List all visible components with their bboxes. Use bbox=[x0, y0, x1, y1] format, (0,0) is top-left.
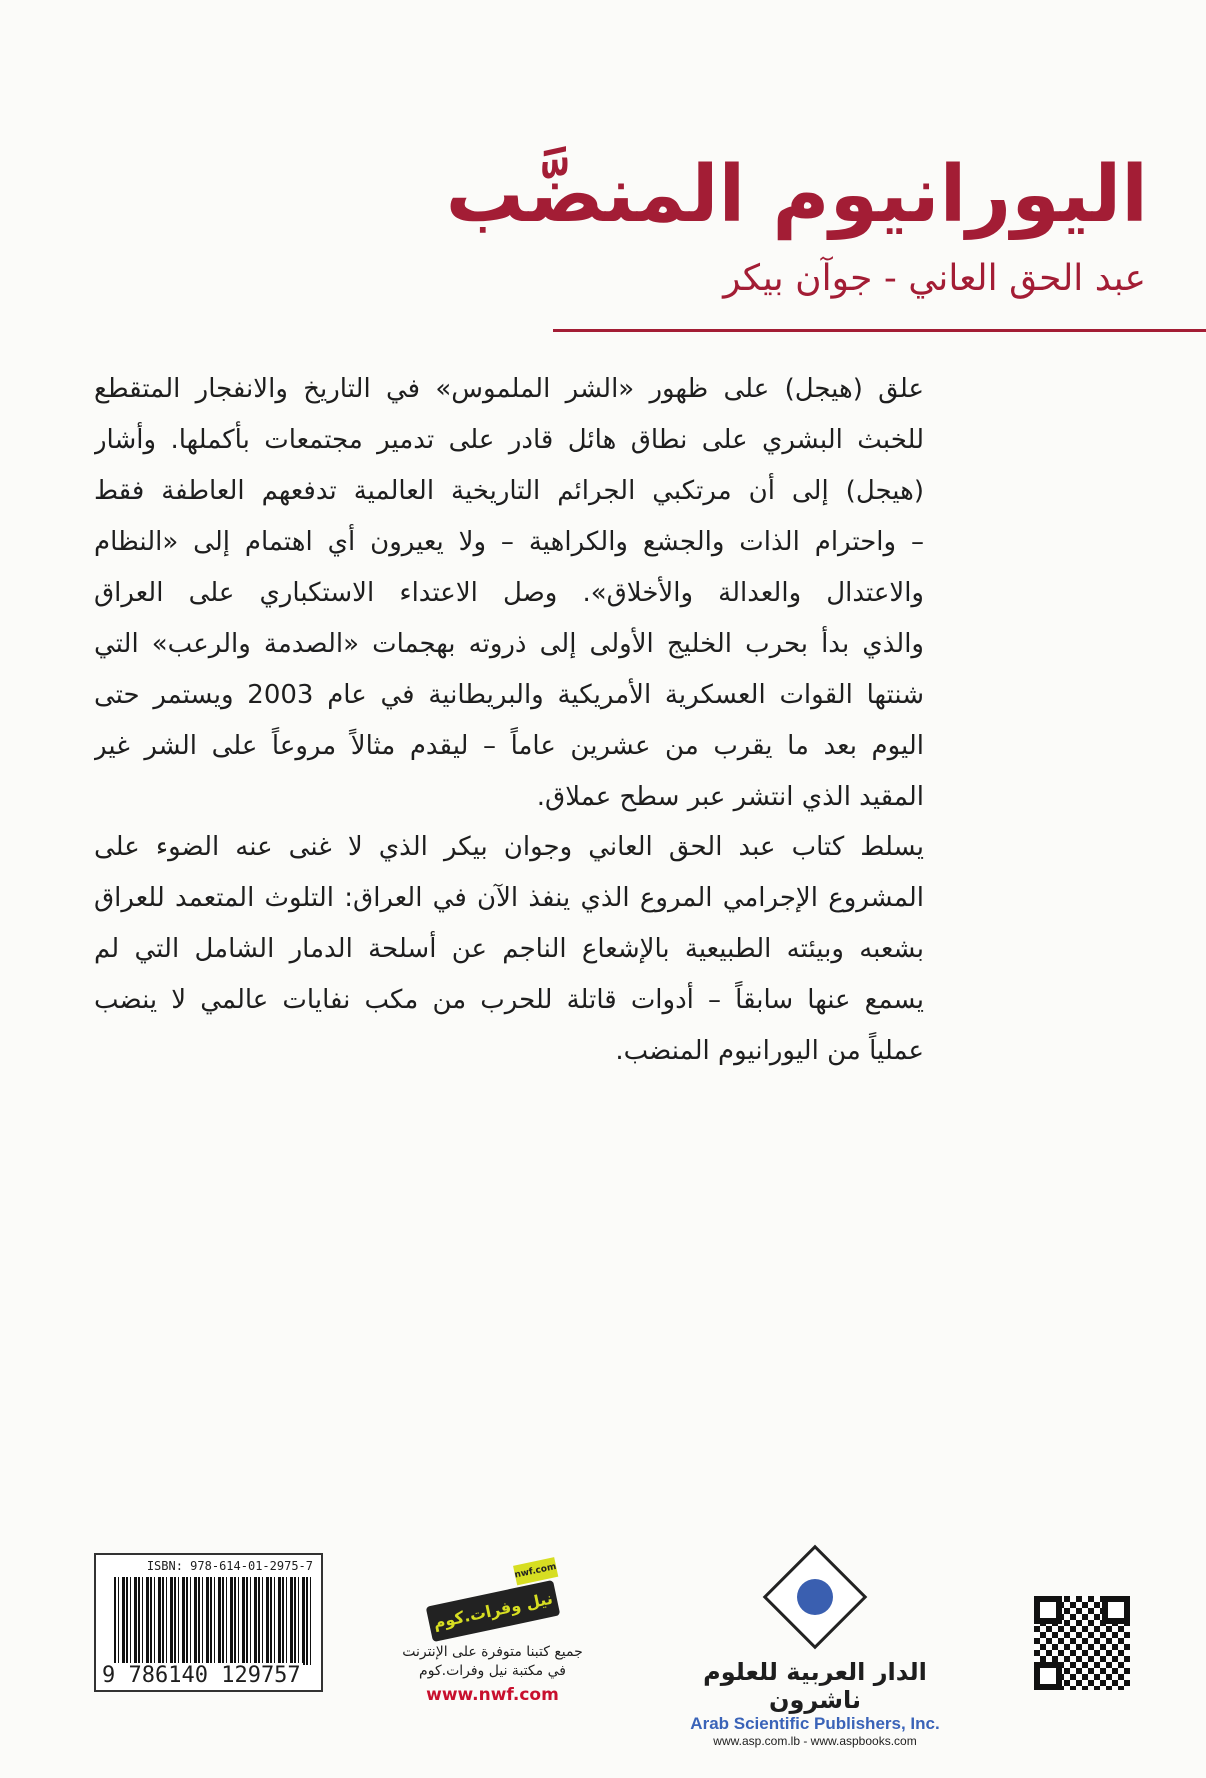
publisher-websites[interactable]: www.asp.com.lb - www.aspbooks.com bbox=[713, 1734, 917, 1748]
nwf-url[interactable]: www.nwf.com bbox=[426, 1685, 559, 1705]
blurb-line: والاعتدال والعدالة والأخلاق». وصل الاعتداء الاستكباري على العراق bbox=[94, 578, 924, 608]
blurb-line: يسلط كتاب عبد الحق العاني وجوان بيكر الذي لا غنى عنه الضوء على bbox=[94, 832, 924, 862]
blurb-line: عملياً من اليورانيوم المنضب. bbox=[615, 1036, 924, 1066]
qr-code-icon[interactable] bbox=[1034, 1596, 1130, 1690]
blurb-line: – واحترام الذات والجشع والكراهية – ولا يعيرون أي اهتمام إلى «النظام bbox=[94, 527, 924, 557]
blurb-line: اليوم بعد ما يقرب من عشرين عاماً – ليقدم مثالاً مروعاً على الشر غير bbox=[94, 731, 924, 761]
barcode-number: 9 786140 129757 bbox=[102, 1663, 301, 1688]
blurb-line: يسمع عنها سابقاً – أدوات قاتلة للحرب من مكب نفايات عالمي لا ينضب bbox=[94, 985, 924, 1015]
isbn-barcode bbox=[94, 1553, 323, 1692]
publisher-emblem-icon bbox=[763, 1545, 868, 1650]
nwf-line-1: جميع كتبنا متوفرة على الإنترنت bbox=[402, 1644, 583, 1660]
blurb-line: والذي بدأ بحرب الخليج الأولى إلى ذروته بهجمات «الصدمة والرعب» التي bbox=[94, 629, 924, 659]
blurb-paragraph-2 bbox=[94, 822, 924, 1077]
nwf-line-2: في مكتبة نيل وفرات.كوم bbox=[419, 1663, 566, 1679]
blurb-line: شنتها القوات العسكرية الأمريكية والبريطانية في عام 2003 ويستمر حتى bbox=[94, 680, 924, 710]
book-authors: عبد الحق العاني - جوآن بيكر bbox=[723, 258, 1146, 299]
blurb-line: (هيجل) إلى أن مرتكبي الجرائم التاريخية العالمية تدفعهم العاطفة فقط bbox=[94, 476, 924, 506]
publisher-name-english: Arab Scientific Publishers, Inc. bbox=[690, 1714, 940, 1733]
isbn-text: ISBN: 978-614-01-2975-7 bbox=[146, 1559, 313, 1573]
title-divider bbox=[553, 329, 1206, 332]
blurb-paragraph-1 bbox=[94, 364, 924, 823]
publisher-block bbox=[665, 1550, 965, 1748]
blurb-line: المشروع الإجرامي المروع الذي ينفذ الآن في العراق: التلوث المتعمد للعراق bbox=[94, 883, 924, 913]
nwf-tag-logo: نيل وفرات.كوم nwf.com bbox=[425, 1580, 560, 1642]
barcode-bars bbox=[114, 1577, 314, 1665]
blurb-line: للخبث البشري على نطاق هائل قادر على تدمير مجتمعات بأكملها. وأشار bbox=[94, 425, 924, 455]
blurb-line: بشعبه وبيئته الطبيعية بالإشعاع الناجم عن أسلحة الدمار الشامل التي لم bbox=[94, 934, 924, 964]
publisher-name-arabic: الدار العربية للعلوم ناشرون bbox=[703, 1658, 927, 1714]
nwf-promo bbox=[385, 1562, 600, 1705]
book-title: اليورانيوم المنضَّب bbox=[445, 150, 1148, 240]
blurb-line: المقيد الذي انتشر عبر سطح عملاق. bbox=[536, 782, 924, 812]
blurb-line: علق (هيجل) على ظهور «الشر الملموس» في التاريخ والانفجار المتقطع bbox=[94, 374, 924, 404]
